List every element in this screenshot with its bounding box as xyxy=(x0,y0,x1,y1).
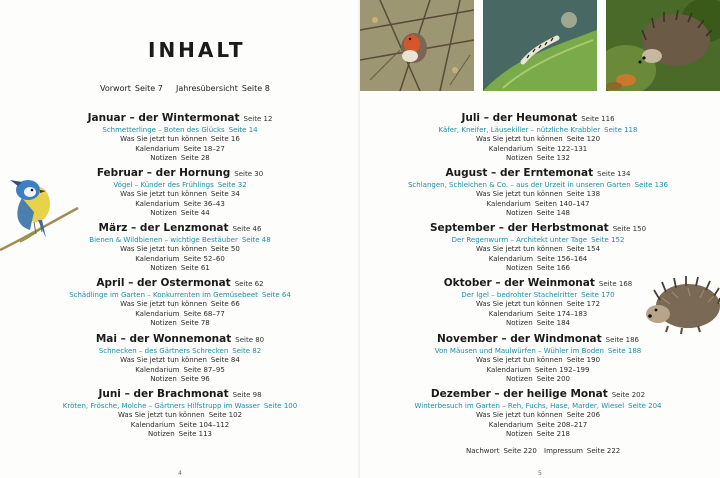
toc-page: Seite 220 xyxy=(503,447,537,455)
month-block-mai xyxy=(30,333,330,385)
toc-line[interactable]: Kalendarium Seite 87–95 xyxy=(135,365,225,374)
month-block-april xyxy=(30,277,330,329)
toc-line[interactable]: Kalendarium Seite 208–217 xyxy=(488,420,588,429)
month-heading[interactable]: August – der Erntemonat Seite 134 xyxy=(445,167,631,179)
toc-line[interactable]: Was Sie jetzt tun können Seite 102 xyxy=(117,411,243,420)
month-block-august xyxy=(388,167,688,219)
feature-entry[interactable]: Von Mäusen und Maulwürfen – Wühler im Boden Seite 188 xyxy=(434,347,642,355)
toc-line[interactable]: Notizen Seite 132 xyxy=(506,154,570,163)
month-heading[interactable]: Juli – der Heumonat Seite 116 xyxy=(461,112,615,124)
toc-line[interactable]: Notizen Seite 184 xyxy=(506,319,570,328)
toc-line[interactable]: Notizen Seite 44 xyxy=(150,209,210,218)
toc-line[interactable]: Notizen Seite 148 xyxy=(506,209,570,218)
toc-page: Seite 222 xyxy=(586,447,621,455)
toc-line[interactable]: Was Sie jetzt tun können Seite 120 xyxy=(475,135,601,144)
feature-entry[interactable]: Käfer, Kneifer, Läusekiller – nützliche Krabbler Seite 118 xyxy=(438,126,638,134)
toc-line[interactable]: Notizen Seite 96 xyxy=(150,375,210,384)
toc-line[interactable]: Was Sie jetzt tun können Seite 190 xyxy=(475,356,601,365)
toc-line[interactable]: Kalendarium Seite 122–131 xyxy=(488,144,588,153)
toc-line[interactable]: Notizen Seite 166 xyxy=(506,264,570,273)
toc-page: Seite 8 xyxy=(241,84,270,93)
month-heading[interactable]: September – der Herbstmonat Seite 150 xyxy=(429,222,647,234)
month-block-dezember xyxy=(388,388,688,440)
month-heading[interactable]: Juni – der Brachmonat Seite 98 xyxy=(98,388,262,400)
toc-entry-impressum[interactable] xyxy=(544,447,620,455)
toc-line[interactable]: Was Sie jetzt tun können Seite 172 xyxy=(475,300,601,309)
page-number: 5 xyxy=(538,470,542,477)
toc-entry-nachwort[interactable] xyxy=(466,447,537,455)
toc-line[interactable]: Was Sie jetzt tun können Seite 16 xyxy=(120,135,240,144)
toc-line[interactable]: Notizen Seite 218 xyxy=(506,430,570,439)
toc-label: Nachwort xyxy=(466,447,500,455)
toc-line[interactable]: Notizen Seite 200 xyxy=(506,375,570,384)
feature-entry[interactable]: Vögel – Künder des Frühlings Seite 32 xyxy=(113,181,247,189)
month-block-juli xyxy=(388,112,688,164)
month-heading[interactable]: April – der Ostermonat Seite 62 xyxy=(96,277,264,289)
feature-entry[interactable]: Bienen & Wildbienen – wichtige Bestäuber Seite 48 xyxy=(89,236,271,244)
month-heading[interactable]: März – der Lenzmonat Seite 46 xyxy=(98,222,262,234)
feature-entry[interactable]: Winterbesuch im Garten – Reh, Fuchs, Hase, Marder, Wiesel Seite 204 xyxy=(414,402,662,410)
toc-line[interactable]: Was Sie jetzt tun können Seite 66 xyxy=(120,300,240,309)
toc-label: Jahresübersicht xyxy=(176,84,238,93)
month-block-oktober xyxy=(388,277,688,329)
feature-entry[interactable]: Schlangen, Schleichen & Co. – aus der Urzeit in unseren Garten Seite 136 xyxy=(407,181,669,189)
month-block-juni xyxy=(30,388,330,440)
robin-photo xyxy=(360,0,474,91)
month-block-januar xyxy=(30,112,330,164)
month-heading[interactable]: November – der Windmonat Seite 186 xyxy=(436,333,639,345)
feature-entry[interactable]: Schmetterlinge – Boten des Glücks Seite 14 xyxy=(102,126,258,134)
feature-entry[interactable]: Der Igel – bedrohter Stachelritter Seite 170 xyxy=(461,291,615,299)
toc-line[interactable]: Was Sie jetzt tun können Seite 50 xyxy=(120,245,240,254)
month-block-september xyxy=(388,222,688,274)
toc-line[interactable]: Kalendarium Seiten 140–147 xyxy=(486,199,590,208)
toc-line[interactable]: Was Sie jetzt tun können Seite 206 xyxy=(475,411,601,420)
right-page xyxy=(360,0,720,478)
toc-line[interactable]: Was Sie jetzt tun können Seite 154 xyxy=(475,245,601,254)
month-heading[interactable]: Mai – der Wonnemonat Seite 80 xyxy=(95,333,265,345)
toc-line[interactable]: Was Sie jetzt tun können Seite 34 xyxy=(120,190,240,199)
feature-entry[interactable]: Kröten, Frösche, Molche – Gärtners Hilfstrupp im Wasser Seite 100 xyxy=(62,402,298,410)
toc-label: Vorwort xyxy=(100,84,131,93)
toc-line[interactable]: Kalendarium Seite 18–27 xyxy=(135,144,225,153)
month-heading[interactable]: Januar – der Wintermonat Seite 12 xyxy=(87,112,273,124)
toc-line[interactable]: Was Sie jetzt tun können Seite 138 xyxy=(475,190,601,199)
month-block-februar xyxy=(30,167,330,219)
toc-line[interactable]: Kalendarium Seite 156–164 xyxy=(488,254,588,263)
hedgehog-photo xyxy=(606,0,720,91)
toc-line[interactable]: Kalendarium Seiten 192–199 xyxy=(486,365,590,374)
feature-entry[interactable]: Schädlinge im Garten – Konkurrenten im Gemüsebeet Seite 64 xyxy=(69,291,291,299)
month-heading[interactable]: Februar – der Hornung Seite 30 xyxy=(96,167,264,179)
toc-entry-jahresuebersicht[interactable] xyxy=(176,84,270,93)
toc-line[interactable]: Kalendarium Seite 68–77 xyxy=(135,309,225,318)
toc-line[interactable]: Notizen Seite 61 xyxy=(150,264,210,273)
toc-line[interactable]: Was Sie jetzt tun können Seite 84 xyxy=(120,356,240,365)
feature-entry[interactable]: Schnecken – des Gärtners Schrecken Seite 82 xyxy=(98,347,262,355)
toc-line[interactable]: Kalendarium Seite 104–112 xyxy=(130,420,230,429)
toc-entry-vorwort[interactable] xyxy=(100,84,163,93)
page-title: INHALT xyxy=(148,38,246,62)
toc-line[interactable]: Kalendarium Seite 52–60 xyxy=(135,254,225,263)
feature-entry[interactable]: Der Regenwurm – Architekt unter Tage Seite 152 xyxy=(451,236,625,244)
toc-line[interactable]: Kalendarium Seite 36–43 xyxy=(135,199,225,208)
toc-line[interactable]: Notizen Seite 28 xyxy=(150,154,210,163)
month-heading[interactable]: Dezember – der heilige Monat Seite 202 xyxy=(430,388,646,400)
toc-page: Seite 7 xyxy=(134,84,163,93)
month-block-maerz xyxy=(30,222,330,274)
toc-line[interactable]: Notizen Seite 78 xyxy=(150,319,210,328)
toc-line[interactable]: Notizen Seite 113 xyxy=(148,430,212,439)
month-block-november xyxy=(388,333,688,385)
toc-line[interactable]: Kalendarium Seite 174–183 xyxy=(488,309,588,318)
month-heading[interactable]: Oktober – der Weinmonat Seite 168 xyxy=(443,277,633,289)
toc-label: Impressum xyxy=(544,447,583,455)
caterpillar-photo xyxy=(483,0,597,91)
page-number: 4 xyxy=(178,470,182,477)
